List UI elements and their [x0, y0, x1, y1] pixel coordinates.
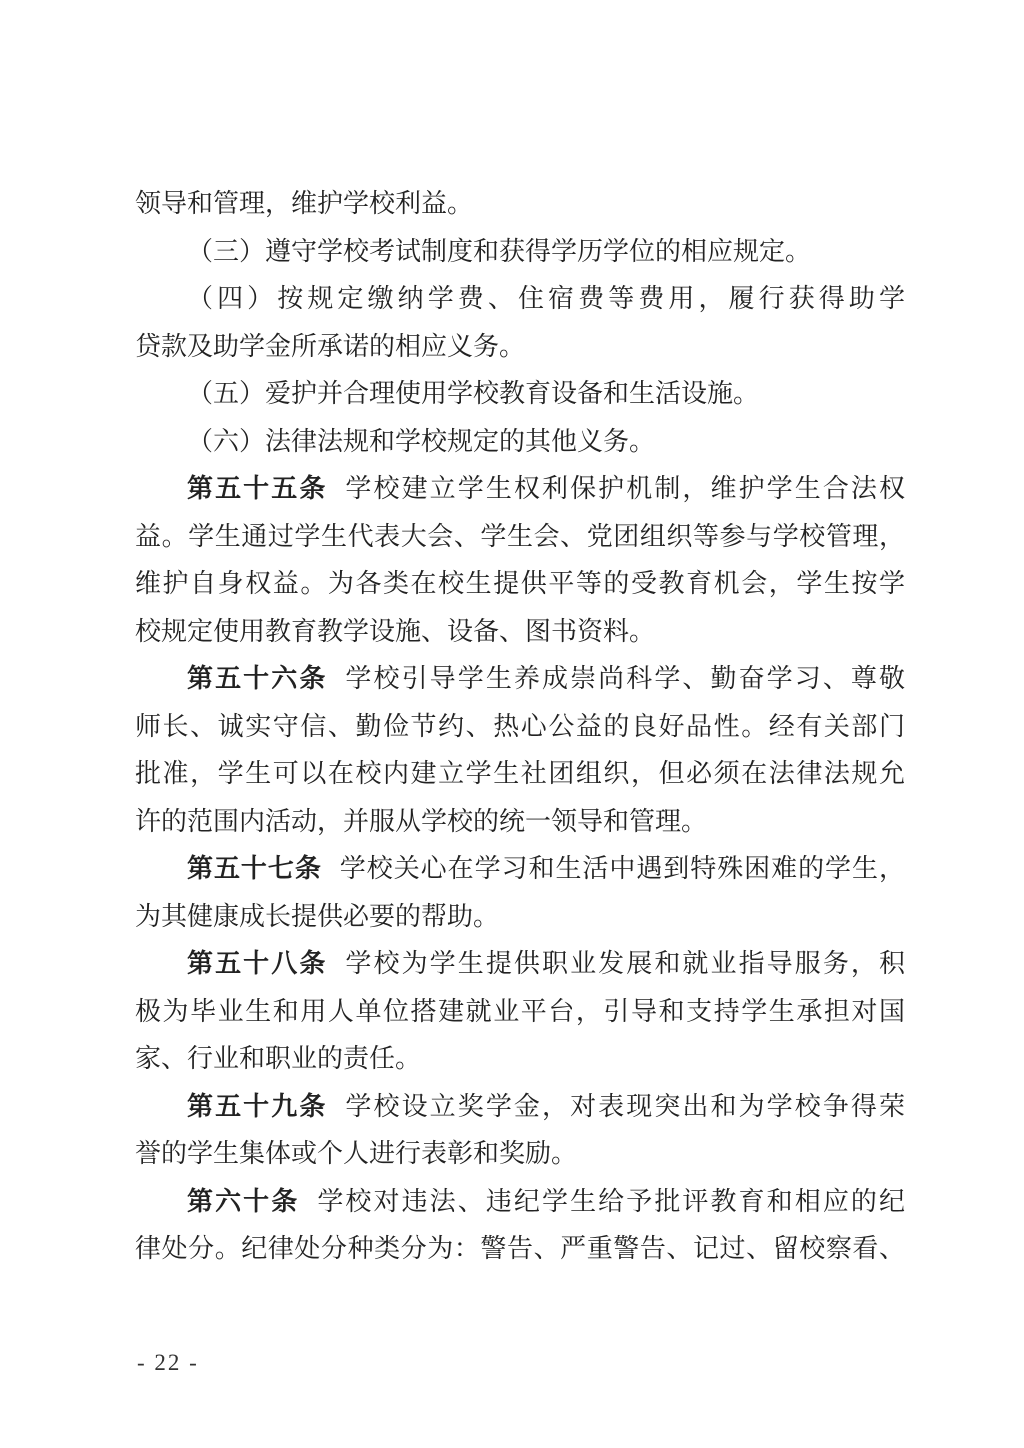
text-block [135, 180, 905, 1273]
line-text: 益。学生通过学生代表大会、学生会、党团组织等参与学校管理， [135, 521, 905, 551]
line-text: 学校引导学生养成崇尚科学、勤奋学习、尊敬 [345, 664, 905, 693]
text-line [135, 1035, 905, 1083]
text-line [135, 513, 905, 561]
line-text: 誉的学生集体或个人进行表彰和奖励。 [135, 1139, 578, 1168]
text-line [135, 798, 905, 846]
line-text: 批准，学生可以在校内建立学生社团组织，但必须在法律法规允 [135, 759, 905, 788]
line-text: （四）按规定缴纳学费、住宿费等费用，履行获得助学 [187, 284, 905, 313]
line-text: 为其健康成长提供必要的帮助。 [135, 901, 500, 931]
text-line [135, 655, 905, 703]
text-line [135, 370, 905, 418]
text-line [135, 608, 905, 656]
line-text: （五）爱护并合理使用学校教育设备和生活设施。 [187, 379, 760, 408]
line-text: （六）法律法规和学校规定的其他义务。 [187, 426, 656, 456]
text-line [135, 1130, 905, 1178]
line-text: 贷款及助学金所承诺的相应义务。 [135, 331, 526, 361]
line-text: 学校关心在学习和生活中遇到特殊困难的学生， [339, 854, 905, 883]
text-line [135, 1225, 905, 1273]
text-line [135, 275, 905, 323]
text-line [135, 418, 905, 466]
line-text: 学校为学生提供职业发展和就业指导服务，积 [345, 949, 905, 978]
text-line [135, 988, 905, 1036]
text-line [135, 703, 905, 751]
page-number: - 22 - [137, 1350, 199, 1375]
line-text: 师长、诚实守信、勤俭节约、热心公益的良好品性。经有关部门 [135, 711, 905, 741]
text-line [135, 1178, 905, 1226]
line-text: 领导和管理，维护学校利益。 [135, 189, 474, 218]
line-text: 校规定使用教育教学设施、设备、图书资料。 [135, 616, 656, 646]
article-number: 第五十七条 [187, 854, 322, 883]
article-number: 第五十九条 [187, 1091, 328, 1121]
line-text: 家、行业和职业的责任。 [135, 1044, 422, 1073]
text-line [135, 750, 905, 798]
line-text: 学校建立学生权利保护机制，维护学生合法权 [345, 474, 905, 503]
text-line [135, 845, 905, 893]
line-text: 维护自身权益。为各类在校生提供平等的受教育机会，学生按学 [135, 569, 905, 598]
text-line [135, 940, 905, 988]
article-number: 第五十五条 [187, 474, 328, 503]
article-number: 第五十六条 [187, 664, 328, 693]
line-text: 律处分。纪律处分种类分为：警告、严重警告、记过、留校察看、 [135, 1234, 905, 1263]
text-line [135, 465, 905, 513]
text-line [135, 180, 905, 228]
text-line [135, 323, 905, 371]
line-text: （三）遵守学校考试制度和获得学历学位的相应规定。 [187, 236, 812, 266]
line-text: 极为毕业生和用人单位搭建就业平台，引导和支持学生承担对国 [135, 996, 905, 1026]
line-text: 许的范围内活动，并服从学校的统一领导和管理。 [135, 806, 708, 836]
text-line [135, 1083, 905, 1131]
line-text: 学校设立奖学金，对表现突出和为学校争得荣 [345, 1091, 905, 1121]
text-line [135, 560, 905, 608]
article-number: 第五十八条 [187, 949, 328, 978]
text-line [135, 893, 905, 941]
line-text: 学校对违法、违纪学生给予批评教育和相应的纪 [317, 1186, 905, 1216]
text-line [135, 228, 905, 276]
article-number: 第六十条 [187, 1186, 300, 1216]
